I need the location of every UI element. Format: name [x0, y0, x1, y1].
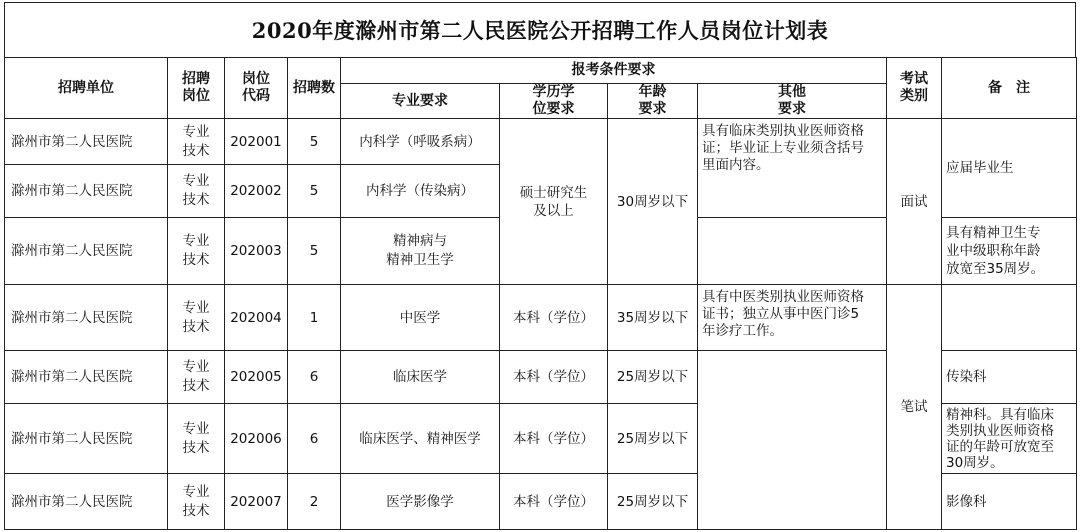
col-header-other: 其他 要求: [698, 84, 887, 119]
count-cell: 5: [288, 119, 341, 165]
note-cell: 影像科: [942, 474, 1077, 530]
header-row-1: [5, 58, 1077, 84]
age-cell: 35周岁以下: [608, 285, 698, 351]
exam-cell-interview: 面试: [887, 119, 942, 285]
col-header-code: 岗位 代码: [225, 58, 288, 119]
table-row: [5, 119, 1077, 165]
education-cell: 本科（学位）: [500, 285, 608, 351]
col-header-exam: 考试 类别: [887, 58, 942, 119]
post-cell: 专业 技术: [168, 404, 225, 474]
code-cell: 202006: [225, 404, 288, 474]
col-header-major: 专业要求: [341, 84, 500, 119]
unit-cell: 滁州市第二人民医院: [5, 285, 168, 351]
col-header-age: 年龄 要求: [608, 84, 698, 119]
col-header-post: 招聘 岗位: [168, 58, 225, 119]
exam-cell-written: 笔试: [887, 285, 942, 530]
major-cell: 临床医学、精神医学: [341, 404, 500, 474]
education-cell: 本科（学位）: [500, 404, 608, 474]
code-cell: 202004: [225, 285, 288, 351]
recruitment-plan-table: [4, 57, 1077, 530]
sheet-title: 2020年度滁州市第二人民医院公开招聘工作人员岗位计划表: [4, 2, 1076, 57]
col-header-unit: 招聘单位: [5, 58, 168, 119]
post-cell: 专业 技术: [168, 474, 225, 530]
age-cell: 25周岁以下: [608, 351, 698, 404]
code-cell: 202005: [225, 351, 288, 404]
age-cell-merged: 30周岁以下: [608, 119, 698, 285]
major-cell: 医学影像学: [341, 474, 500, 530]
count-cell: 6: [288, 404, 341, 474]
note-cell: 精神科。具有临床 类别执业医师资格 证的年龄可放宽至 30周岁。: [942, 404, 1077, 474]
post-cell: 专业 技术: [168, 119, 225, 165]
unit-cell: 滁州市第二人民医院: [5, 119, 168, 165]
count-cell: 2: [288, 474, 341, 530]
code-cell: 202001: [225, 119, 288, 165]
post-cell: 专业 技术: [168, 165, 225, 218]
age-cell: 25周岁以下: [608, 474, 698, 530]
other-requirement-cell-empty: [698, 351, 887, 530]
col-header-notes: 备 注: [942, 58, 1077, 119]
post-cell: 专业 技术: [168, 218, 225, 285]
other-requirement-cell-empty: [698, 218, 887, 285]
note-cell-merged: 应届毕业生: [942, 119, 1077, 218]
col-header-education: 学历学 位要求: [500, 84, 608, 119]
education-cell: 本科（学位）: [500, 474, 608, 530]
count-cell: 1: [288, 285, 341, 351]
unit-cell: 滁州市第二人民医院: [5, 218, 168, 285]
note-cell: 具有精神卫生专 业中级职称年龄 放宽至35周岁。: [942, 218, 1077, 285]
major-cell: 中医学: [341, 285, 500, 351]
education-cell: 本科（学位）: [500, 351, 608, 404]
table-row: [5, 285, 1077, 351]
other-requirement-cell-merged: 具有临床类别执业医师资格 证；毕业证上专业须含括号 里面内容。: [698, 119, 887, 218]
unit-cell: 滁州市第二人民医院: [5, 474, 168, 530]
unit-cell: 滁州市第二人民医院: [5, 351, 168, 404]
education-cell-merged: 硕士研究生 及以上: [500, 119, 608, 285]
major-cell: 内科学（传染病）: [341, 165, 500, 218]
code-cell: 202007: [225, 474, 288, 530]
other-requirement-cell: 具有中医类别执业医师资格 证书；独立从事中医门诊5 年诊疗工作。: [698, 285, 887, 351]
code-cell: 202002: [225, 165, 288, 218]
unit-cell: 滁州市第二人民医院: [5, 404, 168, 474]
major-cell: 精神病与 精神卫生学: [341, 218, 500, 285]
note-cell-empty: [942, 285, 1077, 351]
post-cell: 专业 技术: [168, 285, 225, 351]
major-cell: 内科学（呼吸系病）: [341, 119, 500, 165]
count-cell: 5: [288, 165, 341, 218]
unit-cell: 滁州市第二人民医院: [5, 165, 168, 218]
count-cell: 6: [288, 351, 341, 404]
note-cell: 传染科: [942, 351, 1077, 404]
post-cell: 专业 技术: [168, 351, 225, 404]
count-cell: 5: [288, 218, 341, 285]
major-cell: 临床医学: [341, 351, 500, 404]
col-header-conditions: 报考条件要求: [341, 58, 887, 84]
code-cell: 202003: [225, 218, 288, 285]
age-cell: 25周岁以下: [608, 404, 698, 474]
col-header-count: 招聘数: [288, 58, 341, 119]
plan-sheet: [4, 2, 1076, 530]
